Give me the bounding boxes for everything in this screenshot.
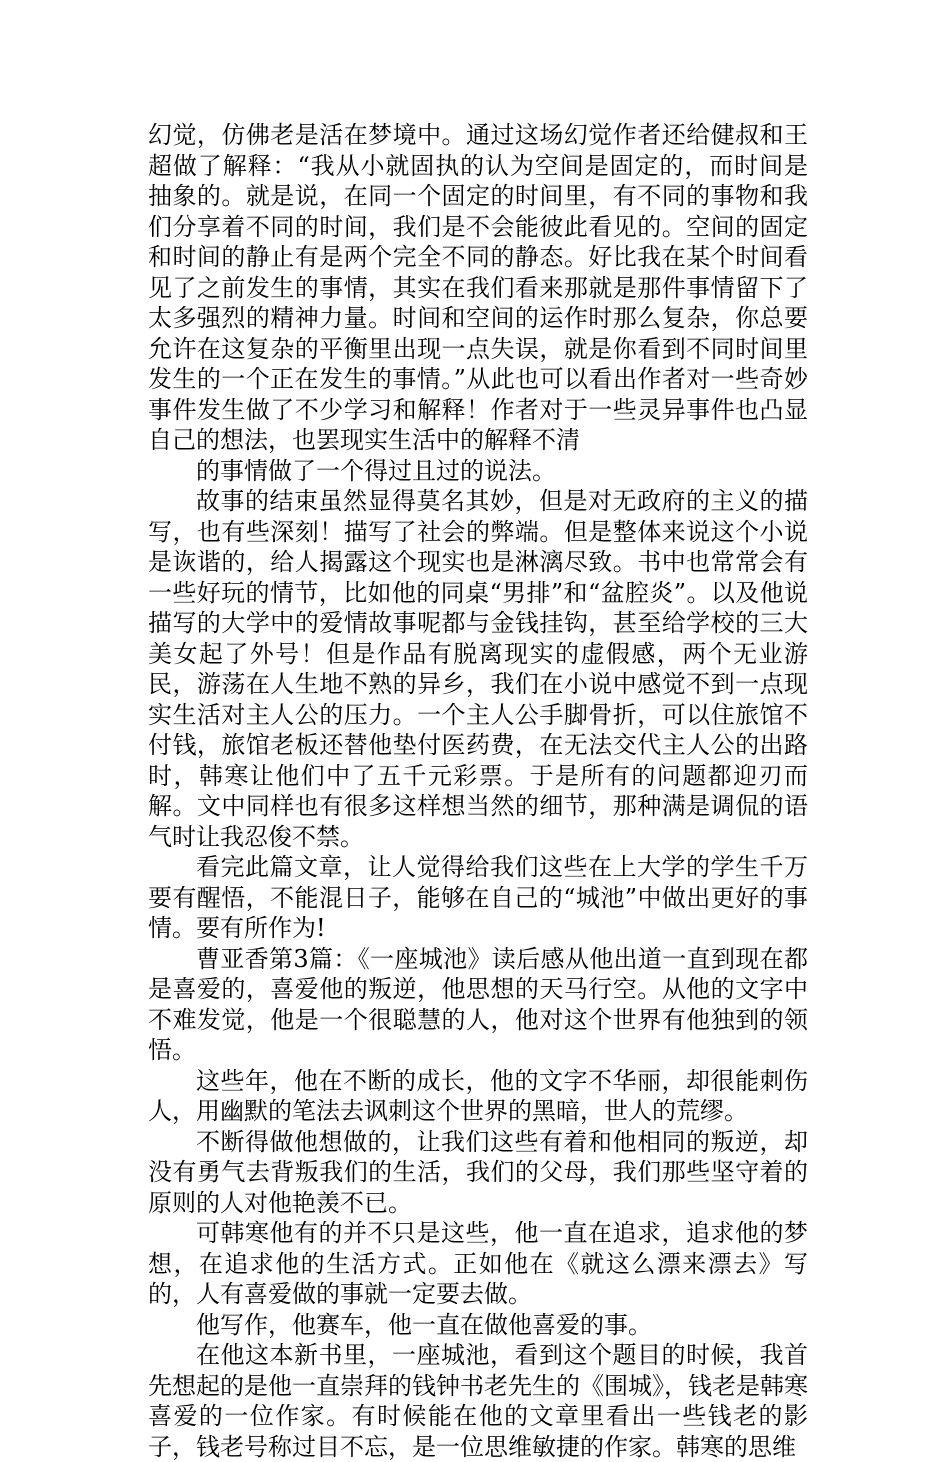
paragraph-3: 故事的结束虽然显得莫名其妙，但是对无政府的主义的描写，也有些深刻！描写了社会的弊端。但是整体来说这个小说是诙谐的，给人揭露这个现实也是淋漓尽致。书中也常常会有一些好玩的情节，比如他的同桌“男排”和“盆腔炎”。以及他说描写的大学中的爱情故事呢都与金钱挂钩，甚至给学校的三大美女起了外号！但是作品有脱离现实的虚假感，两个无业游民，游荡在人生地不熟的异乡，我们在小说中感觉不到一点现实生活对主人公的压力。一个主人公手脚骨折，可以住旅馆不付钱，旅馆老板还替他垫付医药费，在无法交代主人公的出路时，韩寒让他们中了五千元彩票。于是所有的问题都迎刃而解。文中同样也有很多这样想当然的细节，那种满是调侃的语气时让我忍俊不禁。 (148, 487, 808, 851)
paragraph-5: 曹亚香第3篇：《一座城池》读后感从他出道一直到现在都是喜爱的，喜爱他的叛逆，他思想的天马行空。从他的文字中不难发觉，他是一个很聪慧的人，他对这个世界有他独到的领悟。 (148, 944, 808, 1064)
paragraph-7: 不断得做他想做的，让我们这些有着和他相同的叛逆，却没有勇气去背叛我们的生活，我们的父母，我们那些坚守着的原则的人对他艳羡不已。 (148, 1127, 808, 1217)
paragraph-8: 可韩寒他有的并不只是这些，他一直在追求，追求他的梦想，在追求他的生活方式。正如他在《就这么漂来漂去》写的，人有喜爱做的事就一定要去做。 (148, 1219, 808, 1308)
document-body (148, 120, 808, 1462)
paragraph-10: 在他这本新书里，一座城池，看到这个题目的时候，我首先想起的是他一直崇拜的钱钟书老先生的《围城》，钱老是韩寒喜爱的一位作家。有时候能在他的文章里看出一些钱老的影子，钱老号称过目不忘，是一位思维敏捷的作家。韩寒的思维 (148, 1341, 808, 1461)
paragraph-9: 他写作，他赛车，他一直在做他喜爱的事。 (196, 1310, 652, 1339)
paragraph-2: 的事情做了一个得过且过的说法。 (196, 456, 556, 485)
paragraph-4: 看完此篇文章，让人觉得给我们这些在上大学的学生千万要有醒悟，不能混日子，能够在自己的“城池”中做出更好的事情。要有所作为! (148, 853, 808, 942)
paragraph-6: 这些年，他在不断的成长，他的文字不华丽，却很能刺伤人，用幽默的笔法去讽刺这个世界的黑暗，世人的荒缪。 (148, 1066, 808, 1125)
paragraph-1: 幻觉，仿佛老是活在梦境中。通过这场幻觉作者还给健叔和王超做了解释：“我从小就固执的认为空间是固定的，而时间是抽象的。就是说，在同一个固定的时间里，有不同的事物和我们分享着不同的时间，我们是不会能彼此看见的。空间的固定和时间的静止有是两个完全不同的静态。好比我在某个时间看见了之前发生的事情，其实在我们看来那就是那件事情留下了太多强烈的精神力量。时间和空间的运作时那么复杂，你总要允许在这复杂的平衡里出现一点失误，就是你看到不同时间里发生的一个正在发生的事情。”从此也可以看出作者对一些奇妙事件发生做了不少学习和解释！作者对于一些灵异事件也凸显自己的想法，也罢现实生活中的解释不清 (148, 121, 808, 454)
